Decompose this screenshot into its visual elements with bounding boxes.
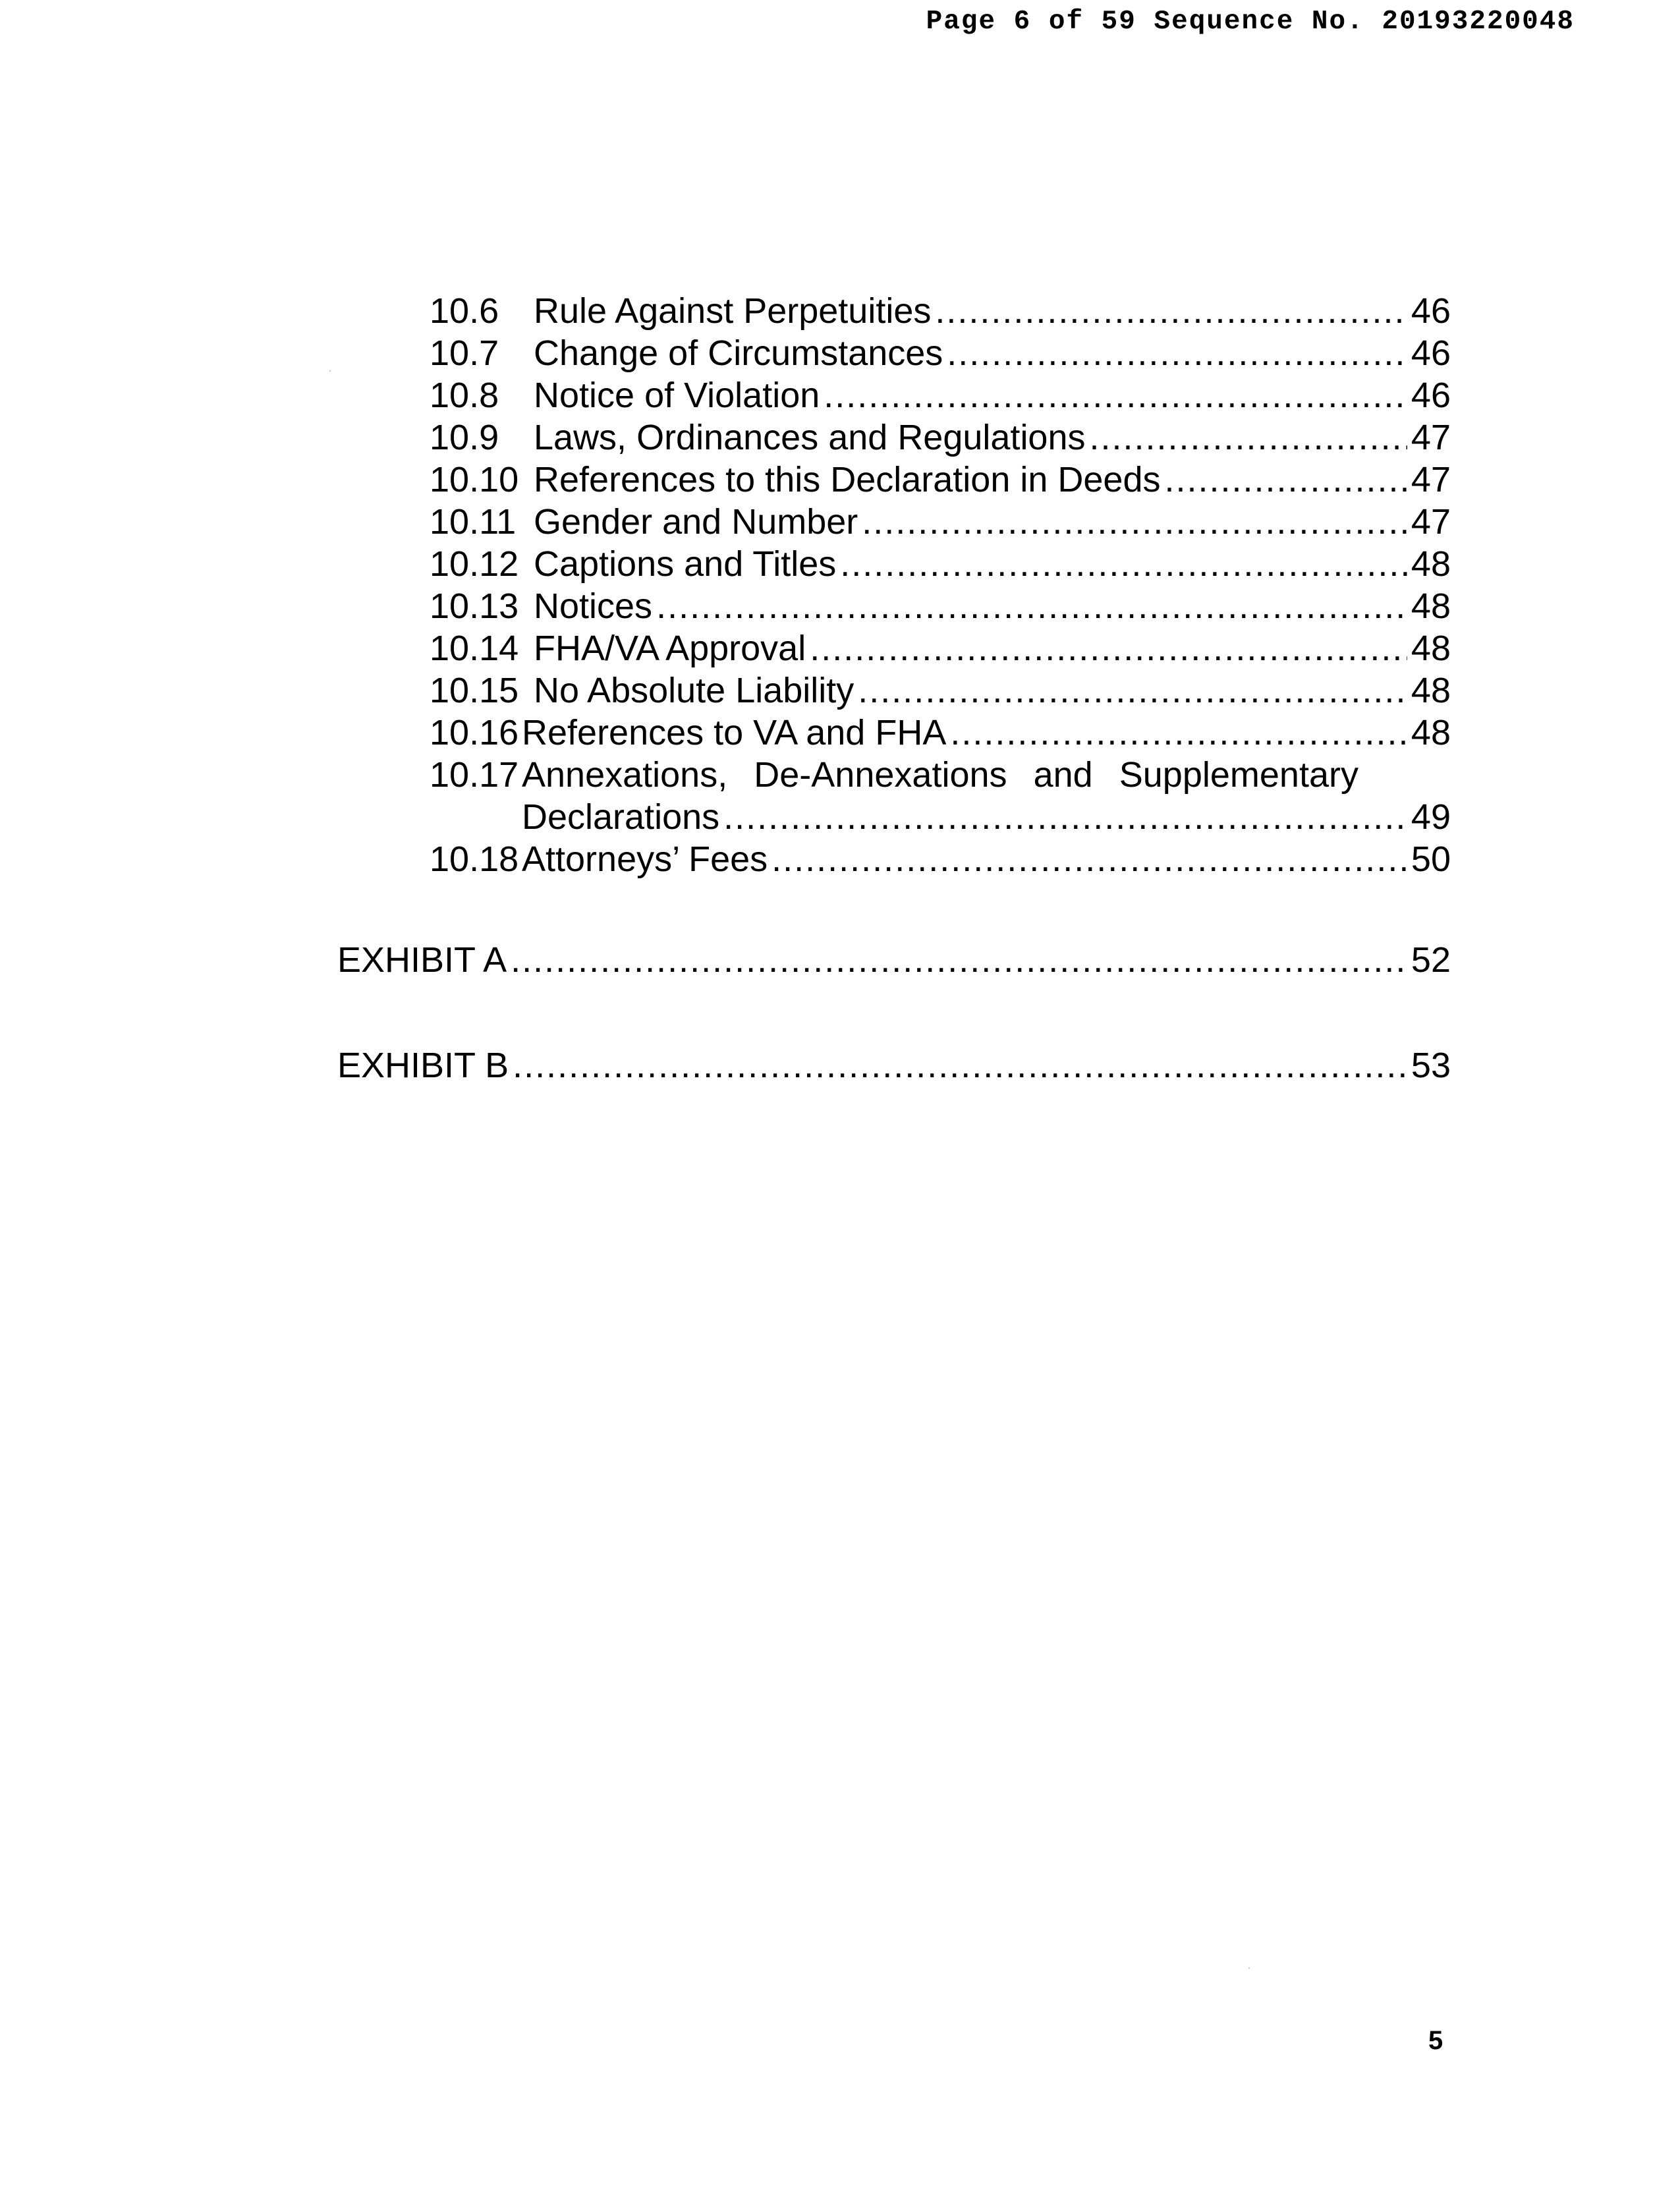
toc-entry-number: 10.16 (430, 713, 519, 752)
dot-leader (950, 712, 1407, 754)
dot-leader (723, 796, 1407, 838)
toc-entry-continuation (430, 796, 1451, 838)
toc-entry-page: 47 (1411, 418, 1451, 457)
toc-entry-title-word: and (1033, 755, 1093, 795)
dot-leader (810, 627, 1407, 669)
dot-leader (824, 374, 1407, 416)
toc-entry-title-line-2: Declarations (522, 797, 720, 837)
toc-entry-title-word: Annexations, (522, 755, 728, 795)
toc-entry-title: References to VA and FHA (522, 713, 947, 752)
scan-speck (329, 370, 331, 372)
toc-entry-title: FHA/VA Approval (534, 629, 806, 668)
dot-leader (840, 543, 1407, 585)
toc-entry (430, 501, 1451, 543)
toc-entry-number: 10.10 (430, 460, 519, 499)
toc-exhibit-b (337, 1044, 1451, 1086)
toc-entry-page: 47 (1411, 502, 1451, 542)
toc-entry-number: 10.13 (430, 586, 519, 626)
toc-entry-number: 10.7 (430, 333, 499, 373)
toc-entry-page: 50 (1411, 839, 1451, 879)
toc-entry-title: Captions and Titles (534, 544, 837, 584)
dot-leader (511, 939, 1407, 981)
dot-leader (1165, 459, 1407, 501)
dot-leader (858, 669, 1407, 712)
toc-entry-number: 10.8 (430, 376, 499, 415)
toc-entry-page: 46 (1411, 376, 1451, 415)
scan-speck (1248, 1967, 1250, 1969)
toc-entry (430, 754, 1451, 796)
toc-entry (430, 374, 1451, 416)
toc-entry-page: 48 (1411, 713, 1451, 752)
toc-entry-number: 10.6 (430, 291, 499, 331)
dot-leader (1090, 416, 1407, 459)
toc-entry (430, 332, 1451, 374)
toc-entry-title-line-1 (522, 754, 1358, 796)
toc-entry-page: 48 (1411, 671, 1451, 710)
toc-entry-number: 10.11 (430, 502, 517, 542)
toc-entry-title: Gender and Number (534, 502, 858, 542)
toc-entry (430, 712, 1451, 754)
page-number: 5 (1428, 2026, 1443, 2055)
toc-entry (430, 459, 1451, 501)
recording-header: Page 6 of 59 Sequence No. 20193220048 (926, 7, 1575, 37)
toc-entry-title: Notice of Violation (534, 376, 820, 415)
toc-entry (430, 627, 1451, 669)
toc-entry-page: 48 (1411, 586, 1451, 626)
toc-entry-title: Attorneys’ Fees (522, 839, 768, 879)
toc-entry-page: 49 (1411, 797, 1451, 837)
toc-entry-title: References to this Declaration in Deeds (534, 460, 1161, 499)
exhibit-label: EXHIBIT B (337, 1046, 509, 1085)
toc-entry-number: 10.15 (430, 671, 519, 710)
toc-entry-number: 10.14 (430, 629, 519, 668)
toc-entry-number: 10.12 (430, 544, 519, 584)
toc-entry-title: Change of Circumstances (534, 333, 943, 373)
toc-entry-number: 10.18 (430, 839, 519, 879)
toc-entry (430, 543, 1451, 585)
toc-entry-page: 48 (1411, 629, 1451, 668)
toc-entry-title-word: De-Annexations (754, 755, 1007, 795)
dot-leader (935, 290, 1407, 332)
dot-leader (656, 585, 1407, 627)
toc-entry (430, 585, 1451, 627)
dot-leader (862, 501, 1407, 543)
toc-entry-title: Notices (534, 586, 653, 626)
toc-entry-title: No Absolute Liability (534, 671, 854, 710)
toc-entry-page: 46 (1411, 291, 1451, 331)
toc-entry-page: 47 (1411, 460, 1451, 499)
toc-entry-title: Laws, Ordinances and Regulations (534, 418, 1086, 457)
toc-entry-number: 10.9 (430, 418, 499, 457)
exhibit-page: 53 (1411, 1046, 1451, 1085)
exhibit-label: EXHIBIT A (337, 940, 507, 980)
toc-entry-page: 48 (1411, 544, 1451, 584)
toc-entry (430, 290, 1451, 332)
dot-leader (947, 332, 1407, 374)
dot-leader (513, 1044, 1407, 1086)
dot-leader (771, 838, 1407, 880)
toc-entry (430, 838, 1451, 880)
toc-exhibit-a (337, 939, 1451, 981)
toc-entry-title: Rule Against Perpetuities (534, 291, 932, 331)
toc-entry (430, 416, 1451, 459)
toc-entry-page: 46 (1411, 333, 1451, 373)
toc-entry (430, 669, 1451, 712)
toc-entry-number: 10.17 (430, 755, 519, 795)
exhibit-page: 52 (1411, 940, 1451, 980)
toc-entry-title-word: Supplementary (1119, 755, 1358, 795)
